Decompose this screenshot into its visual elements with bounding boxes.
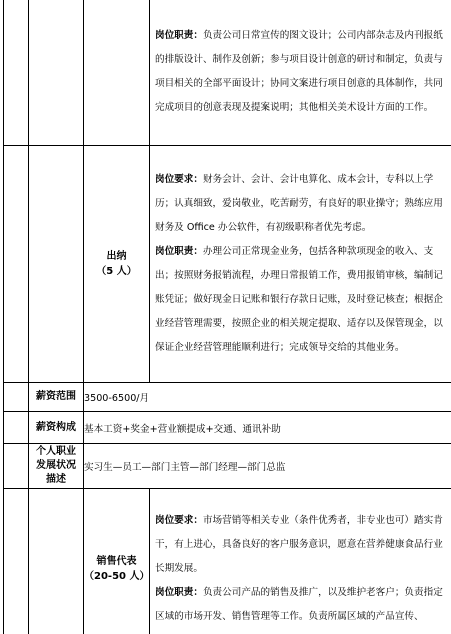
designer-duty-paragraph [155, 24, 447, 120]
cashier-title: 出纳 [106, 251, 127, 262]
table-row [4, 412, 451, 444]
cashier-count: （5 人） [96, 266, 137, 277]
sales-description [150, 489, 451, 634]
empty-cell [4, 146, 29, 383]
table-row [4, 444, 451, 489]
cashier-title-cell [84, 146, 150, 383]
sales-duty-paragraph [155, 581, 447, 629]
table-row [4, 489, 451, 634]
career-label-line: 个人职业 [36, 446, 76, 457]
duty-label: 岗位职责： [155, 30, 203, 41]
cashier-duty-paragraph [155, 240, 447, 360]
table-row [4, 383, 451, 412]
career-label [29, 444, 84, 489]
sales-req-paragraph [155, 509, 447, 581]
empty-cell [4, 444, 29, 489]
salary-range-label: 薪资范围 [29, 383, 84, 412]
salary-range-value: 3500-6500/月 [84, 383, 451, 412]
salary-structure-value: 基本工资+奖金+营业额提成+交通、通讯补助 [84, 412, 451, 444]
empty-cell [4, 489, 29, 634]
duty-text: 办理公司正常现金业务，包括各种款项现金的收入、支出；按照财务报销流程，办理日常报销工作，费用报销审核，编制记账凭证；做好现金日记账和银行存款日记账，及时登记核查；根据企业经营管理需要，按照企业的相关规定提取、适存以及保管现金，以保证企业经营管理能顺利进行；完成领导交给的其他业务。 [155, 246, 443, 353]
duty-label: 岗位职责： [155, 587, 203, 598]
empty-cell [4, 0, 29, 146]
sales-count: （20-50 人） [84, 571, 150, 582]
cashier-req-paragraph [155, 168, 447, 240]
sales-title: 销售代表 [96, 556, 137, 567]
designer-description [150, 0, 451, 146]
sales-title-cell [84, 489, 150, 634]
job-table [3, 0, 451, 634]
req-text: 市场营销等相关专业（条件优秀者，非专业也可）踏实肯干，有上进心，具备良好的客户服务意识，愿意在营养健康食品行业长期发展。 [155, 515, 443, 574]
empty-cell [4, 383, 29, 412]
career-label-line: 描述 [46, 474, 66, 485]
empty-cell [29, 489, 84, 634]
duty-text: 负责公司产品的销售及推广，以及维护老客户；负责指定区域的市场开发、销售管理等工作。负责所属区域的产品宣传、 [155, 587, 443, 622]
req-label: 岗位要求： [155, 515, 203, 526]
empty-cell [29, 0, 84, 146]
duty-text: 负责公司日常宣传的图文设计；公司内部杂志及内刊报纸的排版设计、制作及创新；参与项目设计创意的研讨和制定，负责与项目相关的全部平面设计；协同文案进行项目创意的具体制作，共同完成项目的创意表现及提案说明；其他相关美术设计方面的工作。 [155, 30, 443, 113]
cashier-description [150, 146, 451, 383]
table-row [4, 146, 451, 383]
salary-structure-label: 薪资构成 [29, 412, 84, 444]
career-path-value: 实习生—员工—部门主管—部门经理—部门总监 [84, 444, 451, 489]
req-label: 岗位要求： [155, 174, 203, 185]
req-text: 财务会计、会计、会计电算化、成本会计，专科以上学历；认真细致，爱岗敬业，吃苦耐劳，有良好的职业操守；熟练应用财务及 Office 办公软件，有初级职称者优先考虑。 [155, 174, 443, 233]
empty-cell [84, 0, 150, 146]
empty-cell [4, 412, 29, 444]
empty-cell [29, 146, 84, 383]
duty-label: 岗位职责： [155, 246, 203, 257]
career-label-line: 发展状况 [36, 460, 76, 471]
table-row [4, 0, 451, 146]
